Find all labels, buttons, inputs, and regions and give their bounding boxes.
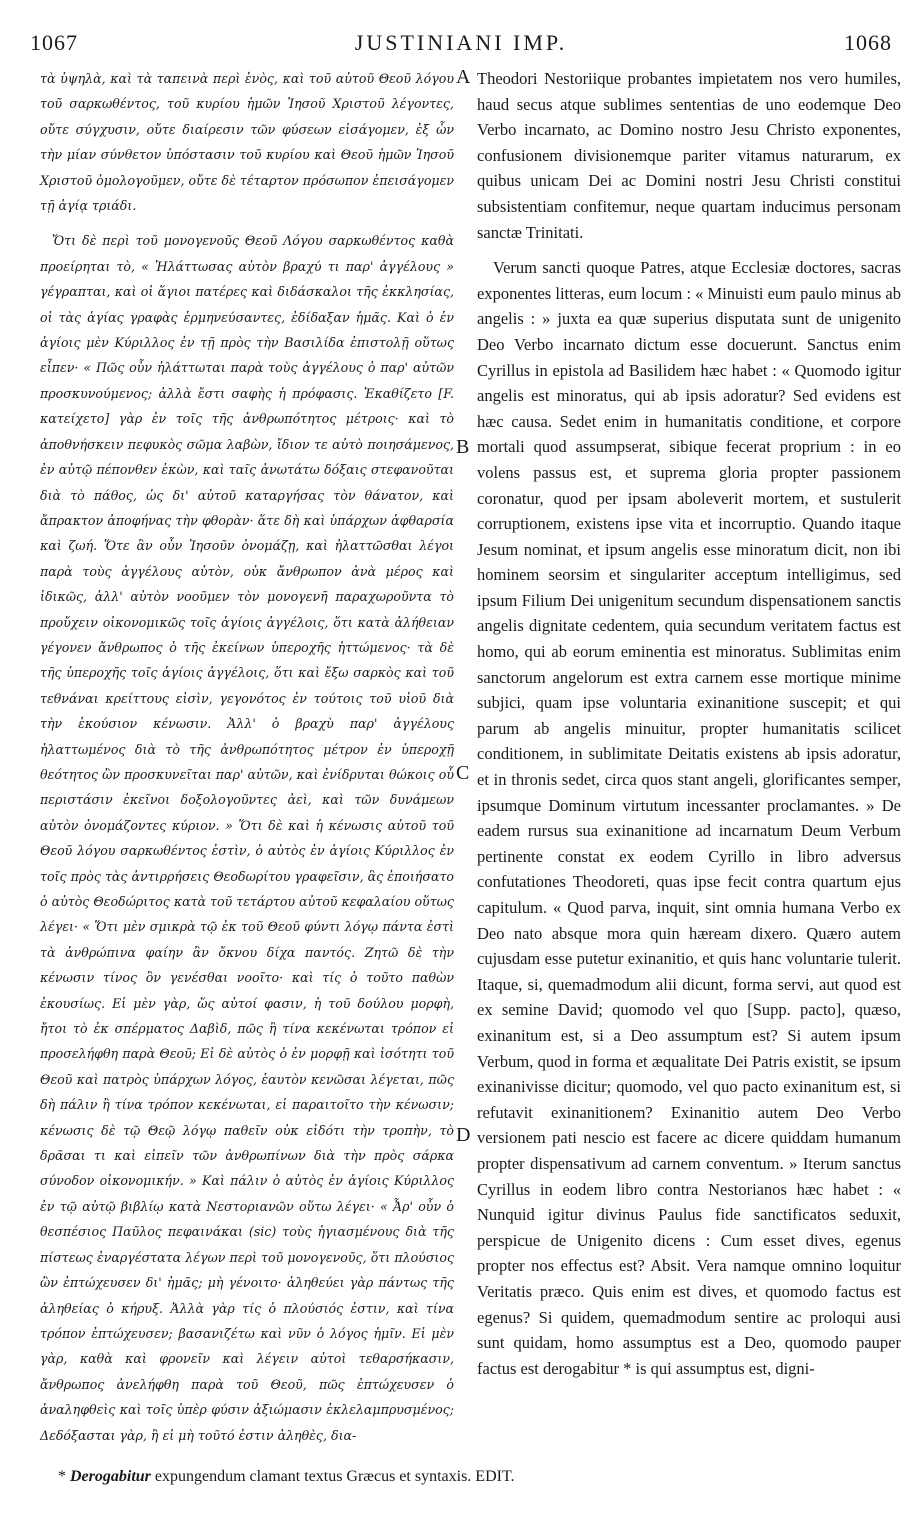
margin-letter-b: B xyxy=(456,436,470,458)
footnote-marker: * xyxy=(58,1468,66,1485)
greek-paragraph-2: Ὅτι δὲ περὶ τοῦ μονογενοῦς Θεοῦ Λόγου σαρκωθέντος καθὰ προείρηται τὸ, « Ἠλάττωσας αὐτὸν βραχύ τι παρ' ἀγγέλους » γέγραπται, καὶ οἱ ἅγιοι πατέρες καὶ διδάσκαλοι τῆς ἐκκλησίας, οἱ τὰς ἁγίας γραφὰς ἑρμηνεύσαντες, ἐδίδαξαν ἡμᾶς. Καὶ ὁ ἐν ἁγίοις μὲν Κύριλλος ἐν τῇ πρὸς τὴν Βασιλίδα ἐπιστολῇ οὕτως εἶπεν· « Πῶς οὖν ἠλάττωται παρὰ τοὺς ἀγγέλους ὁ παρ' αὐτῶν προσκυνούμενος; ἀλλὰ ἔστι σαφὴς ἡ πρόφασις. Ἐκαθίζετο [F. κατείχετο] γὰρ ἐν τοῖς τῆς ἀνθρωπότητος μέτροις· καὶ τὸ ἀποθνήσκειν πεφυκὸς σῶμα λαβὼν, ἴδιον τε αὐτὸ ποιησάμενος, ἐν αὐτῷ πέπονθεν ἑκὼν, καὶ ταῖς ἀνωτάτω δόξαις στεφανοῦται διὰ τὸ πάθος, ὡς δι' αὐτοῦ καταργήσας τὸν θάνατον, καὶ ἄπρακτον ἀποφήνας τὴν φθορὰν· ἅτε δὴ καὶ ὑπάρχων ἀφθαρσία καὶ ζωή. Ὅτε ἂν οὖν Ἰησοῦν ὀνομάζῃ, καὶ ἠλαττῶσθαι λέγοι παρὰ τοὺς ἀγγέλους αὐτὸν, οὐκ ἄνθρωπον ἀνὰ μέρος καὶ ἰδικῶς, ἀλλ' αὐτὸν νοοῦμεν τὸν μονογενῆ παραχωροῦντα τὸ προὔχειν οἰκονομικῶς τοῖς ἁγίοις ἀγγέλοις, ὅτι κατὰ ἀλήθειαν γέγονεν ἄνθρωπος ὁ τῆς ἐκείνων ὑπεροχῆς ἡττώμενος· τὰ δὲ τῆς ὑπεροχῆς τοῖς ἁγίοις ἀγγέλοις, ὅτι καὶ ἔξω σαρκὸς καὶ τοῦ τεθνάναι κρείττους εἰσὶν, γεγονότος ἐν τούτοις τοῦ υἱοῦ διὰ τὴν ἑκούσιον κένωσιν. Ἀλλ' ὁ βραχὺ παρ' ἀγγέλους ἠλαττωμένος διὰ τὸ τῆς ἀνθρωπότητος μέτρον ἐν ὑπεροχῇ θεότητος ὢν προσκυνεῖται παρ' αὐτῶν, καὶ ἐνίδρυται θώκοις οὗ περιστάσιν ἐκεῖνοι δοξολογοῦντες ἀεὶ, καὶ τῶν δυνάμεων αὐτὸν ὀνομάζοντες κύριον. » Ὅτι δὲ καὶ ἡ κένωσις αὐτοῦ τοῦ Θεοῦ λόγου σαρκωθέντος ἐστὶν, ὁ αὐτὸς ἐν ἁγίοις Κύριλλος ἐν τοῖς πρὸς τὰς ἀντιρρήσεις Θεοδωρίτου γραφεῖσιν, ἃς ἐποιήσατο ὁ αὐτὸς Θεοδώριτος κατὰ τοῦ τετάρτου αὐτοῦ κεφαλαίου οὕτως λέγει· « Ὅτι μὲν σμικρὰ τῷ ἐκ τοῦ Θεοῦ φύντι λόγῳ πάντα ἐστὶ τὰ ἀνθρώπινα φαίην ἂν ὄκνου δίχα παντός. Ζητῶ δὲ τὴν κένωσιν τίνος ὂν γενέσθαι νοοῖτο· καὶ τίς ὁ τοῦτο παθὼν ἑκουσίως. Εἰ μὲν γὰρ, ὥς αὐτοί φασιν, ἡ τοῦ δούλου μορφὴ, ἤτοι τὸ ἐκ σπέρματος Δαβὶδ, πῶς ἢ τίνα κεκένωται τρόπον εἰ προσελήφθη παρὰ Θεοῦ; Εἰ δὲ αὐτὸς ὁ ἐν μορφῇ καὶ ἰσότητι τοῦ Θεοῦ καὶ πατρὸς ὑπάρχων λόγος, ἑαυτὸν κενῶσαι λέγεται, πῶς δὴ πάλιν ἢ τίνα τρόπον κεκένωται, εἰ παραιτοῖτο τὴν κένωσιν; κένωσις δὲ τῷ Θεῷ λόγῳ παθεῖν οὐκ εἰδότι τὴν τροπὴν, τὸ δρᾶσαι τι καὶ εἰπεῖν τῶν ἀνθρωπίνων διὰ τὴν πρὸς σάρκα σύνοδον οἰκονομικήν. » Καὶ πάλιν ὁ αὐτὸς ἐν ἁγίοις Κύριλλος ἐν τῷ αὐτῷ βιβλίῳ κατὰ Νεστοριανῶν οὕτω λέγει· « Ἆρ' οὖν ὁ θεσπέσιος Παῦλος πεφαινάκαι (sic) τοὺς ἡγιασμένους διὰ τῆς πίστεως ἐναργέστατα λέγων περὶ τοῦ μονογενοῦς, ὅτι πλούσιος ὢν ἐπτώχευσεν δι' ἡμᾶς; μὴ γένοιτο· ἀληθεύει γὰρ πάντως τῆς ἀληθείας ὁ κήρυξ. Ἀλλὰ γὰρ τίς ὁ πλούσιός ἐστιν, καὶ τίνα τρόπον ἐπτώχευσεν; βασανιζέτω καὶ νῦν ὁ λόγος ἡμῖν. Εἰ μὲν γὰρ, καθὰ καὶ φρονεῖν καὶ λέγειν αὐτοὶ τεθαρσήκασιν, ἄνθρωπος ἀνελήφθη παρὰ τοῦ Θεοῦ, πῶς ἐπτώχευσεν ὁ ἀναληφθεὶς καὶ τοῖς ὑπὲρ φύσιν ἀξιώμασιν ἐκλελαμπρυσμένος; Δεδόξασται γὰρ, ἢ εἰ μὴ τοῦτό ἐστιν ἀληθὲς, δια- xyxy=(40,233,454,1443)
page-number-right: 1068 xyxy=(844,30,892,55)
latin-column xyxy=(477,66,901,1391)
page-number-left: 1067 xyxy=(30,30,78,55)
greek-column xyxy=(40,66,454,1458)
footnote-keyword: Derogabitur xyxy=(70,1468,151,1485)
latin-paragraph-2: Verum sancti quoque Patres, atque Ecclesiæ doctores, sacras exponentes litteras, eum locum : « Minuisti eum paulo minus ab angelis : » juxta ea quæ superius disputata sunt de unigenito Deo Verbo incarnato dictum esse docuerunt. Sanctus enim Cyrillus in epistola ad Basilidem hæc habet : « Quomodo igitur angelis est minoratus, qui ab ipsis adoratur? Sed evidens est hæc causa. Sedet enim in humanitatis conditione, et corpore mortali quod assumpserat, sibique fecerat proprium : in eo volens passus est, et suprema gloria propter passionem coronatur, quod per ipsam aboleverit mortem, et sustulerit corruptionem, existens ipse vita et incorruptio. Quando itaque Jesum nominat, et ipsum angelis esse minoratum dicit, non ibi hominem seorsim et singulariter acceptum intelligimus, sed ipsum Filium Dei unigenitum secundum dispensationem sanctis angelis dignitate cedentem, quia secundum veritatem factus est homo, qui ab eorum eminentia est minoratus. Sublimitas enim sanctorum angelorum est extra carnem esse mortique minime subjici, quam ipse voluntaria exinanitione suscepit; et qui parum ab angelis minuitur, propter humanitatis scilicet conditionem, in sublimitate Deitatis existens ab ipsis adoratur, et in thronis sedet, circa quos stant angeli, glorificantes semper, ipsumque Dominum virtutum incessanter proclamantes. » De eadem rursus sua exinanitione ad incarnatum Deum Verbum pertinente constat ex eodem Cyrillo in libro adversus confutationes Theodoreti, quas ipse fecit contra quartum ejus capitulum. « Quod parva, inquit, sint omnia humana Verbo ex Deo nato absque mora quin hæream dixero. Quæro autem cujusdam esse putetur exinanitio, et quis hanc voluntarie tulerit. Itaque, si, quemadmodum alii dicunt, forma servi, aut quod est ex semine David; quomodo vel quo [Supp. pacto], quæso, exinanitum est, si a Deo assumptum est? Si autem ipsum Verbum, quod in forma et æqualitate Dei Patris existit, se ipsum exinanivisse dicitur; quomodo, vel quo pacto exinanitum est, si refutavit exinanitionem? Exinanitio autem Deo Verbo versionem pati nescio est facere ac dicere quiddam humanum propter dispensativum ad carnem conventum. » Iterum sanctus Cyrillus in eodem libro contra Nestorianos hæc habet : « Nunquid igitur divinus Paulus fide sanctificatos seduxit, perspicue de Unigenito dicens : Cum esset dives, egenus propter nos effectus est? Absit. Vera namque omnino loquitur Veritatis præco. Quis enim est dives, et quomodo factus est egenus? Si quidem, quemadmodum sentire ac proloqui ausi sunt quidam, homo assumptus est a Deo, quomodo pauper factus est derogabitur * is qui assumptus est, digni- xyxy=(477,258,901,1378)
margin-letter-d: D xyxy=(456,1124,471,1146)
page-header xyxy=(30,30,892,58)
footnote-text: expungendum clamant textus Græcus et syntaxis. xyxy=(154,1468,472,1485)
footnote xyxy=(58,1466,898,1488)
greek-paragraph-1: τὰ ὑψηλὰ, καὶ τὰ ταπεινὰ περὶ ἑνὸς, καὶ τοῦ αὐτοῦ Θεοῦ λόγου τοῦ σαρκωθέντος, τοῦ κυρίου ἡμῶν Ἰησοῦ Χριστοῦ λέγοντες, οὔτε σύγχυσιν, οὔτε διαίρεσιν τῶν φύσεων εἰσάγομεν, ἐξ ὧν τὴν μίαν σύνθετον ὑπόστασιν τοῦ κυρίου καὶ Θεοῦ ἡμῶν Ἰησοῦ Χριστοῦ ὁμολογοῦμεν, οὔτε δὲ τέταρτον πρόσωπον ἐπεισάγομεν τῇ ἁγίᾳ τριάδι. xyxy=(40,71,454,214)
footnote-editor: EDIT. xyxy=(475,1468,515,1485)
margin-letter-c: C xyxy=(456,762,470,784)
latin-paragraph-1: Theodori Nestoriique probantes impietatem nos vero humiles, haud secus atque sublimes sententias de uno eodemque Deo Verbo incarnato, ac Domino nostro Jesu Christo exponentes, confusionem divisionemque pariter vitamus naturarum, ex quibus unicam Dei ac Domini nostri Jesu Christi constitui subsistentiam confitemur, neque quartam inducimus personam sanctæ Trinitati. xyxy=(477,69,901,242)
running-title: JUSTINIANI IMP. xyxy=(354,30,568,55)
margin-letter-a: A xyxy=(456,66,471,88)
